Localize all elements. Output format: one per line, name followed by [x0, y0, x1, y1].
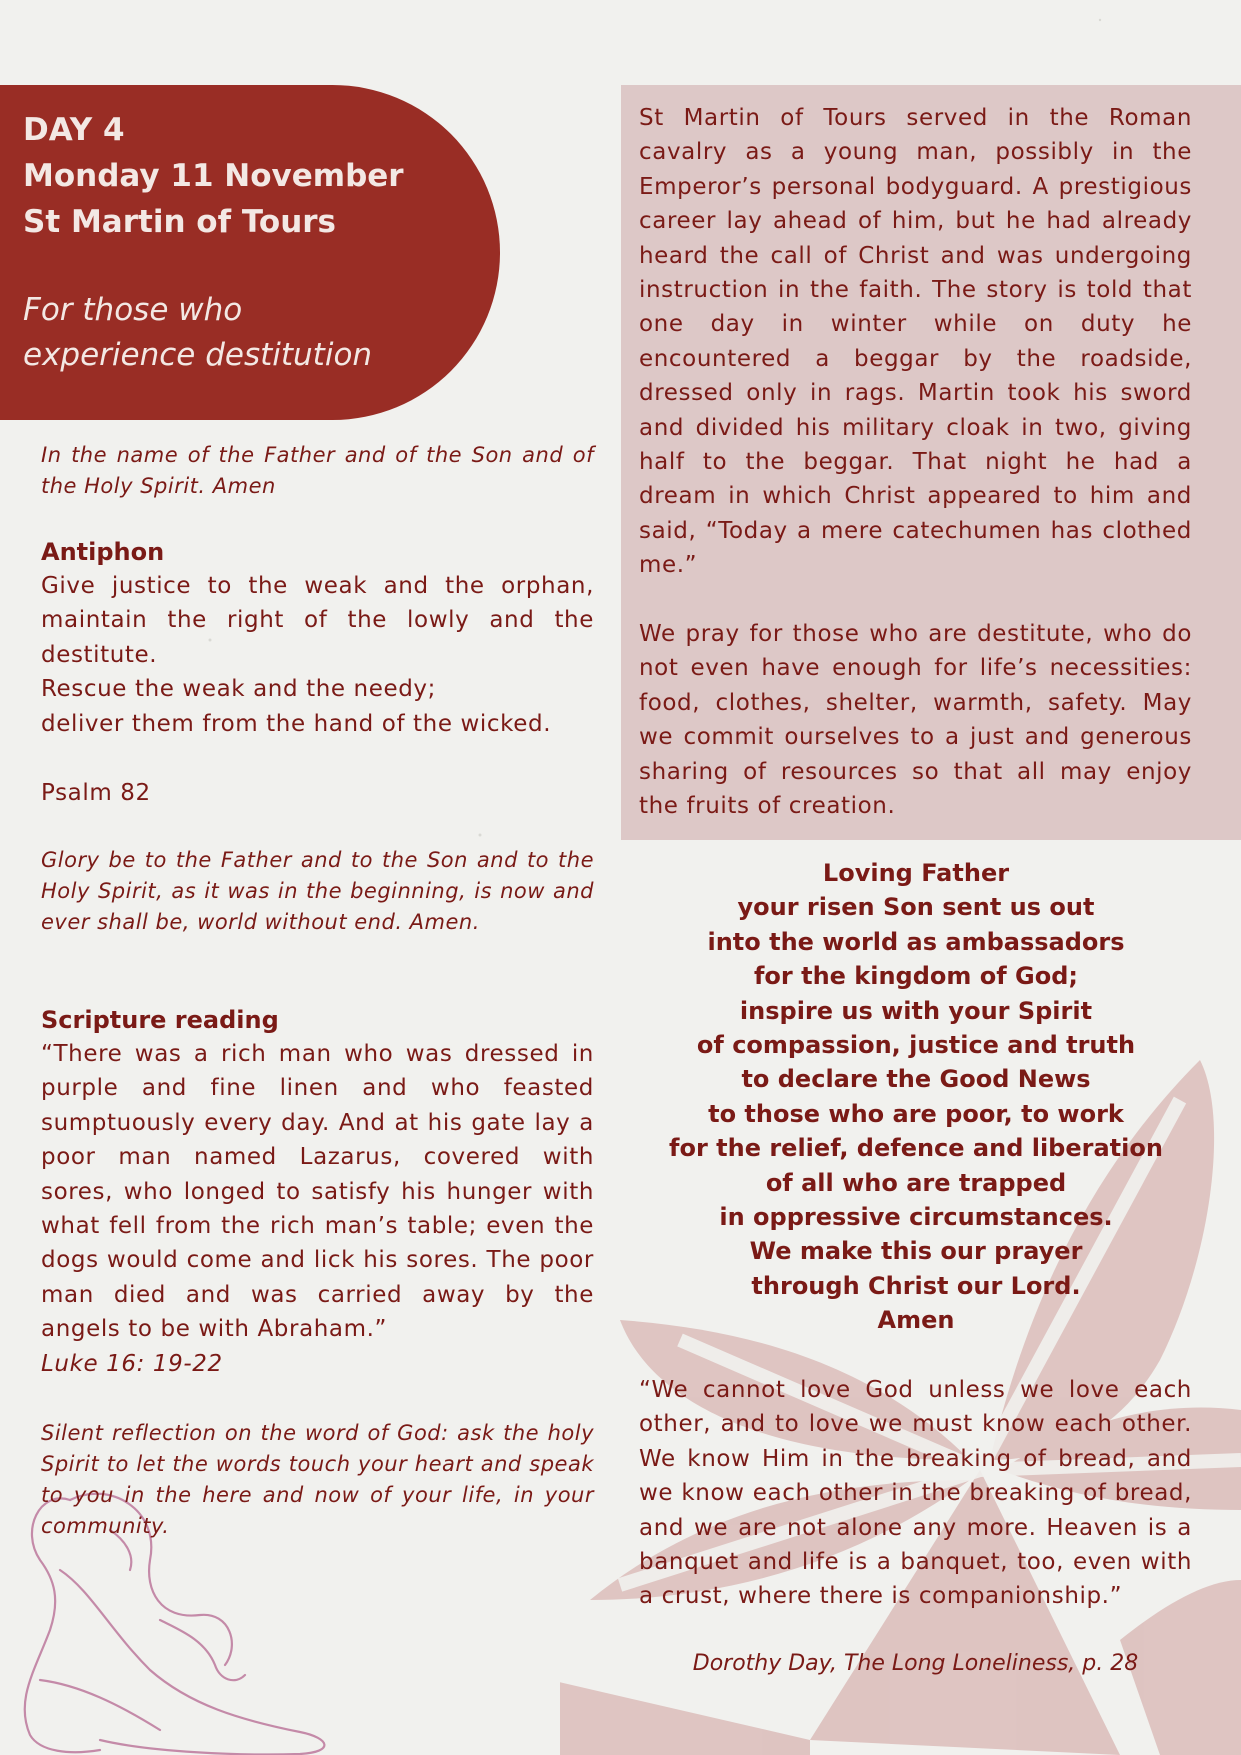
prayer-line: to those who are poor, to work: [708, 1099, 1124, 1128]
saint-name: St Martin of Tours: [23, 204, 337, 240]
prayer-line: into the world as ambassadors: [707, 927, 1125, 956]
subtitle-line-2: experience destitution: [23, 337, 373, 373]
scripture-reference: Luke 16: 19-22: [41, 1350, 223, 1377]
antiphon-heading: Antiphon: [41, 538, 165, 566]
dorothy-day-quote: “We cannot love God unless we love each other, and to love we must know each other. We know Him in the breaking of bread, and we know each other in the breaking of bread, and we are not alone any more. Heaven is a banquet and life is a banquet, too, even with a crust, where there is companionship.”: [639, 1377, 1192, 1610]
prayer-line: for the kingdom of God;: [753, 962, 1079, 991]
scripture-section: [41, 1003, 594, 1381]
prayer-line: through Christ our Lord.: [751, 1271, 1081, 1300]
silent-reflection-text: Silent reflection on the word of God: ask the holy Spirit to let the words touch your heart and speak to you in the here and now of your life, in your community.: [41, 1421, 594, 1538]
prayer-line: to declare the Good News: [741, 1065, 1091, 1094]
antiphon-line-2: Rescue the weak and the needy;: [41, 676, 436, 703]
psalm-reference: Psalm 82: [41, 780, 151, 806]
closing-prayer: [620, 856, 1212, 1338]
invocation-text: In the name of the Father and of the Son and of the Holy Spirit. Amen: [41, 443, 594, 498]
quote-attribution: Dorothy Day, The Long Loneliness, p. 28: [692, 1651, 1139, 1676]
prayer-line: Amen: [877, 1306, 955, 1335]
prayer-line: Loving Father: [822, 859, 1010, 887]
day-intention-subtitle: [23, 288, 500, 378]
glory-be-prayer: Glory be to the Father and to the Son and to the Holy Spirit, as it was in the beginning, is now and ever shall be, world without end. Amen.: [41, 848, 594, 934]
prayer-line: inspire us with your Spirit: [739, 996, 1093, 1025]
subtitle-line-1: For those who: [23, 292, 243, 328]
date-label: Monday 11 November: [23, 158, 404, 194]
prayer-line: We make this our prayer: [749, 1237, 1083, 1266]
prayer-line: for the relief, defence and liberation: [669, 1134, 1163, 1163]
antiphon-section: [41, 535, 594, 741]
day-header-banner: [0, 85, 500, 420]
prayer-line: of compassion, justice and truth: [696, 1031, 1136, 1060]
prayer-line: in oppressive circumstances.: [719, 1203, 1113, 1232]
day-label: DAY 4: [23, 112, 125, 148]
antiphon-paragraph: Give justice to the weak and the orphan, maintain the right of the lowly and the destitute.: [41, 573, 594, 668]
antiphon-line-3: deliver them from the hand of the wicked.: [41, 710, 552, 737]
scripture-heading: Scripture reading: [41, 1006, 279, 1034]
saint-story-text: St Martin of Tours served in the Roman cavalry as a young man, possibly in the Emperor’s personal bodyguard. A prestigious career lay ahead of him, but he had already heard the call of Christ and was undergoing instruction in the faith. The story is told that one day in winter while on duty he encountered a beggar by the roadside, dressed only in rags. Martin took his sword and divided his military cloak in two, giving half to the beggar. That night he had a dream in which Christ appeared to him and said, “Today a mere catechumen has clothed me.”: [639, 105, 1192, 579]
prayer-line: of all who are trapped: [765, 1168, 1067, 1197]
scripture-text: “There was a rich man who was dressed in purple and fine linen and who feasted sumptuously every day. And at his gate lay a poor man named Lazarus, covered with sores, who longed to satisfy his hunger with what fell from the rich man’s table; even the dogs would come and lick his sores. The poor man died and was carried away by the angels to be with Abraham.”: [41, 1041, 594, 1343]
prayer-intention-text: We pray for those who are destitute, who do not even have enough for life’s necessities: food, clothes, shelter, warmth, safety. May we commit ourselves to a just and generous sharing of resources so that all may enjoy the fruits of creation.: [639, 621, 1192, 820]
prayer-line: your risen Son sent us out: [737, 893, 1095, 922]
